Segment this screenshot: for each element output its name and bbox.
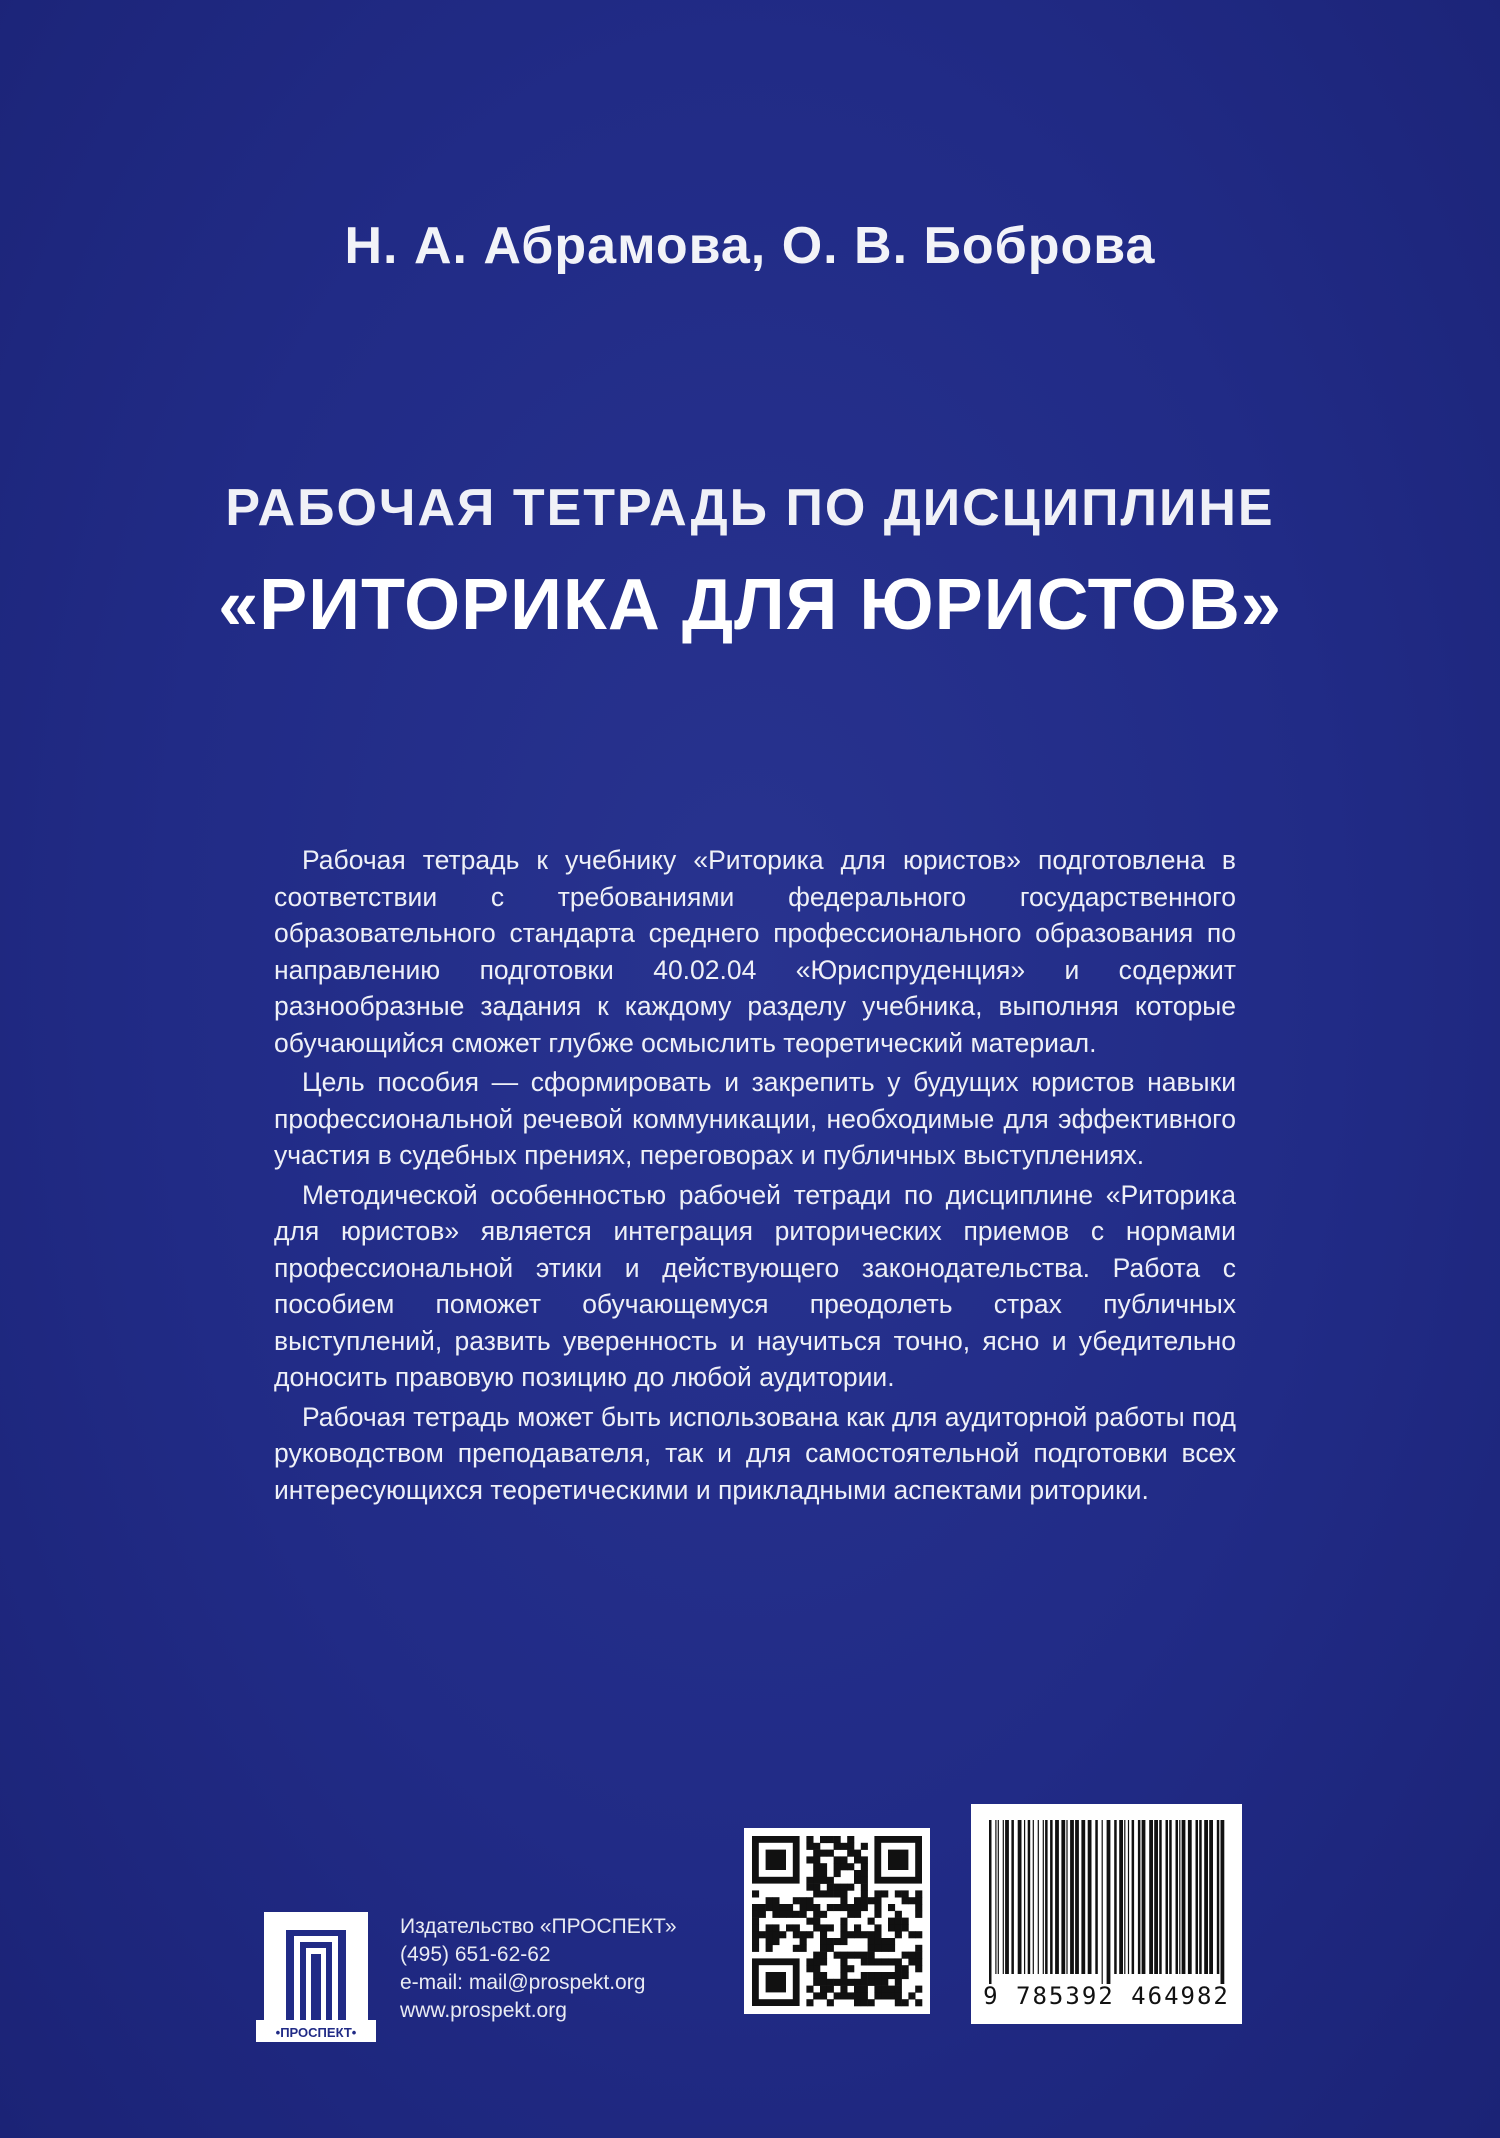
- publisher-name: Издательство «ПРОСПЕКТ»: [400, 1915, 677, 1938]
- qr-code: [744, 1828, 930, 2014]
- logo-text: •ПРОСПЕКТ•: [275, 2025, 357, 2040]
- isbn-number: 9 785392 464982: [983, 1982, 1230, 2010]
- description-paragraph-2: Цель пособия — сформировать и закрепить у будущих юристов навыки профессиональной речевой коммуникации, необходимые для эффективного участия в судебных прениях, переговорах и публичных выступлениях.: [274, 1067, 1236, 1170]
- publisher-phone: (495) 651-62-62: [400, 1943, 551, 1966]
- title-line-2: «РИТОРИКА ДЛЯ ЮРИСТОВ»: [218, 565, 1282, 645]
- publisher-info: [400, 1913, 677, 2025]
- authors: Н. А. Абрамова, О. В. Боброва: [344, 217, 1156, 275]
- description: [274, 842, 1236, 1511]
- publisher-email: e-mail: mail@prospekt.org: [400, 1971, 646, 1994]
- description-paragraph-1: Рабочая тетрадь к учебнику «Риторика для юристов» подготовлена в соответствии с требованиями федерального государственного образовательного стандарта среднего профессионального образования по направлению подготовки 40.02.04 «Юриспруденция» и содержит разнообразные задания к каждому разделу учебника, выполняя которые обучающийся сможет глубже осмыслить теоретический материал.: [274, 845, 1236, 1058]
- title-line-1: РАБОЧАЯ ТЕТРАДЬ ПО ДИСЦИПЛИНЕ: [225, 479, 1275, 537]
- prospekt-logo-icon: [256, 1912, 376, 2042]
- publisher-website: www.prospekt.org: [400, 1999, 567, 2022]
- isbn-barcode: [971, 1804, 1242, 2024]
- description-paragraph-4: Рабочая тетрадь может быть использована как для аудиторной работы под руководством преподавателя, так и для самостоятельной подготовки всех интересующихся теоретическими и прикладными аспектами риторики.: [274, 1401, 1236, 1505]
- description-paragraph-3: Методической особенностью рабочей тетради по дисциплине «Риторика для юристов» является интеграция риторических приемов с нормами профессиональной этики и действующего законодательства. Работа с пособием поможет обучающемуся преодолеть страх публичных выступлений, развить уверенность и научиться точно, ясно и убедительно доносить правовую позицию до любой аудитории.: [274, 1179, 1236, 1392]
- qr-code-icon: [744, 1828, 930, 2014]
